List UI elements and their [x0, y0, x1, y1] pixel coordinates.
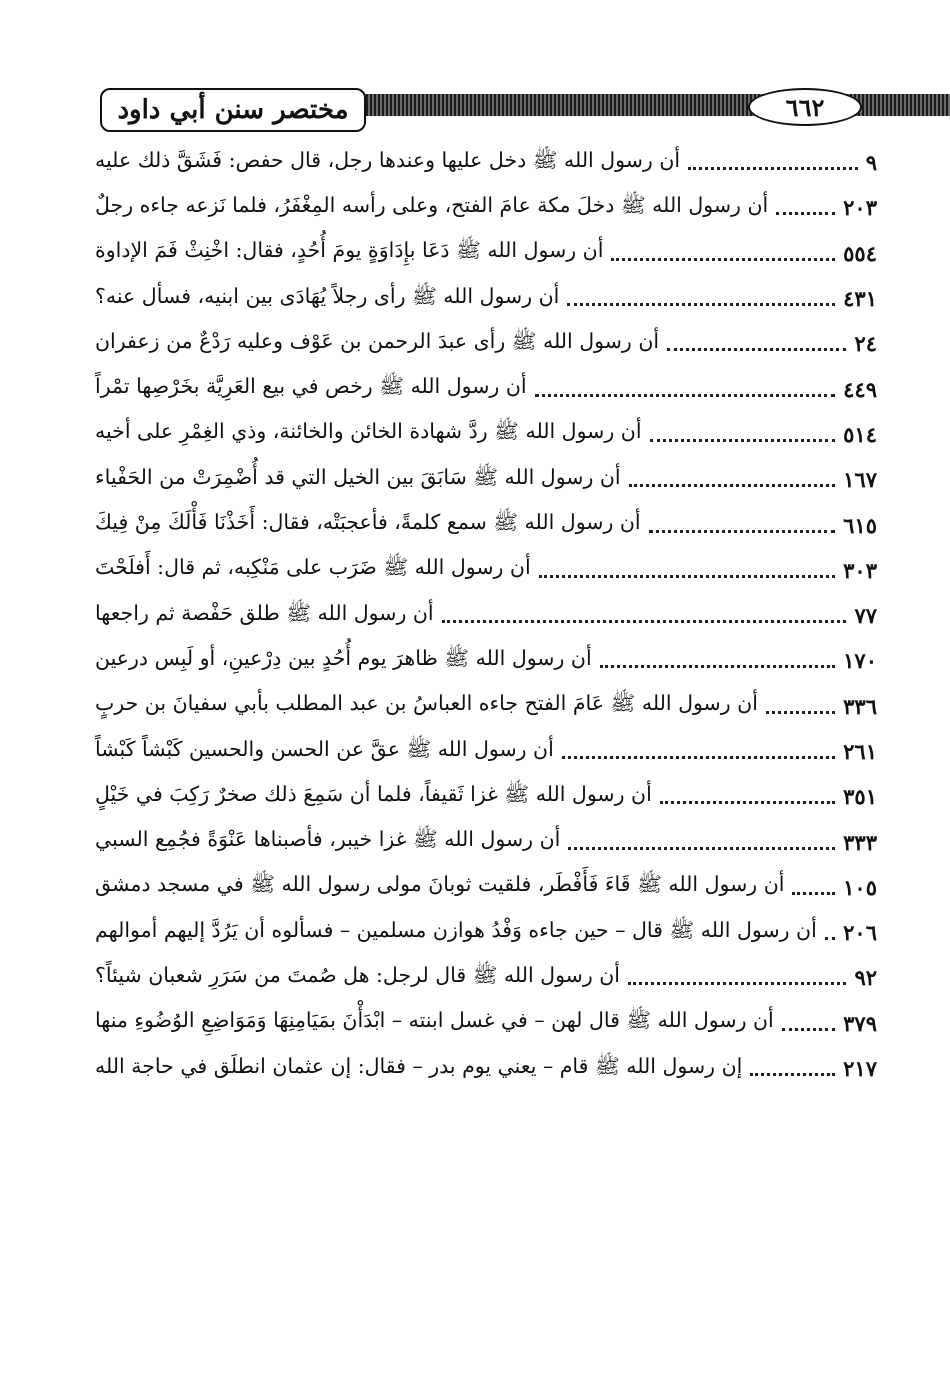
entry-text: أن رسول الله ﷺ دَعَا بإِدَاوَةٍ يومَ أُحُدٍ، فقال: اخْنِثْ فَمَ الإداوة: [95, 238, 604, 263]
running-header: [100, 88, 870, 134]
leader-dots: [688, 167, 858, 170]
page-number: ٦٦٢: [748, 88, 862, 126]
leader-dots: [649, 530, 836, 533]
leader-dots: [825, 937, 835, 940]
leader-dots: [667, 348, 846, 351]
index-entry: [95, 684, 877, 729]
entry-text: أن رسول الله ﷺ ضَرَب على مَنْكِبه، ثم قال: أَفلَحْتَ: [95, 555, 531, 580]
entry-page-number: ١٧٠: [843, 648, 877, 674]
entry-text: إن رسول الله ﷺ قام – يعني يوم بدر – فقال: إن عثمان انطلَق في حاجة الله: [95, 1053, 743, 1078]
book-title: مختصر سنن أبي داود: [100, 88, 366, 132]
entry-page-number: ٩: [865, 150, 877, 176]
index-entry: [95, 412, 877, 457]
index-entry: [95, 457, 877, 502]
entry-text: أن رسول الله ﷺ قَاءَ فَأَفْطَر، فلقيت ثوبانَ مولى رسول الله ﷺ في مسجد دمشق: [95, 872, 785, 897]
entry-page-number: ٥١٤: [843, 421, 877, 447]
entry-page-number: ٩٢: [854, 965, 877, 991]
entry-text: أن رسول الله ﷺ عَامَ الفتح جاءه العباسُ بن عبد المطلب بأبي سفيانَ بن حربٍ: [95, 691, 758, 716]
leader-dots: [567, 303, 835, 306]
entry-page-number: ٢٠٣: [843, 195, 877, 221]
leader-dots: [539, 575, 835, 578]
leader-dots: [442, 620, 847, 623]
index-entry: [95, 910, 877, 955]
entry-text: أن رسول الله ﷺ عقَّ عن الحسن والحسين كَبْشاً كَبْشاً: [95, 736, 554, 761]
entry-text: أن رسول الله ﷺ قال – حين جاءه وَفْدُ هوازن مسلمين – فسألوه أن يَرُدَّ إليهم أموالهم: [95, 917, 817, 942]
leader-dots: [782, 1028, 835, 1031]
entry-page-number: ٤٣١: [843, 286, 877, 312]
entry-page-number: ٣٣٦: [843, 693, 877, 719]
entry-text: أن رسول الله ﷺ غزا ثَقيفاً، فلما أن سَمِعَ ذلك صخرٌ رَكِبَ في خَيْلٍ: [95, 781, 652, 806]
index-entry: [95, 548, 877, 593]
index-entry: [95, 185, 877, 230]
index-entry: [95, 231, 877, 276]
leader-dots: [792, 892, 835, 895]
entry-text: أن رسول الله ﷺ دخل عليها وعندها رجل، قال حفص: فَشَقَّ ذلك عليه: [95, 147, 681, 172]
entry-page-number: ٢٠٦: [843, 920, 877, 946]
index-entry: [95, 638, 877, 683]
leader-dots: [629, 484, 836, 487]
index-entry: [95, 321, 877, 366]
leader-dots: [600, 665, 836, 668]
entry-text: أن رسول الله ﷺ ظاهرَ يوم أُحُدٍ بين دِرْعينِ، أو لَبِس درعين: [95, 645, 592, 670]
leader-dots: [628, 982, 846, 985]
entry-text: أن رسول الله ﷺ سَابَقَ بين الخيل التي قد أُضْمِرَتْ من الحَفْياء: [95, 464, 621, 489]
entry-text: أن رسول الله ﷺ سمع كلمةً، فأعجبَتْه، فقال: أَخَذْنَا فَأْلَكَ مِنْ فِيكَ: [95, 510, 641, 535]
entry-text: أن رسول الله ﷺ دخلَ مكة عامَ الفتح، وعلى رأسه المِغْفَرُ، فلما نَزعه جاءه رجلٌ: [95, 192, 769, 217]
entry-page-number: ٤٤٩: [843, 376, 877, 402]
entry-page-number: ٣٥١: [843, 784, 877, 810]
leader-dots: [562, 756, 835, 759]
leader-dots: [568, 847, 835, 850]
entry-page-number: ٣٧٩: [843, 1010, 877, 1036]
entry-page-number: ٢١٧: [843, 1056, 877, 1082]
leader-dots: [776, 212, 835, 215]
index-entry: [95, 774, 877, 819]
index-entry: [95, 819, 877, 864]
index-entry: [95, 729, 877, 774]
index-entry: [95, 276, 877, 321]
index-entry: [95, 140, 877, 185]
index-entry: [95, 366, 877, 411]
entry-text: أن رسول الله ﷺ قال لهن – في غسل ابنته – ابْدَأْنَ بمَيَامِنِهَا وَمَوَاضِعِ الوُضُوءِ منها: [95, 1008, 774, 1033]
entry-page-number: ١٦٧: [843, 467, 877, 493]
entry-text: أن رسول الله ﷺ قال لرجل: هل صُمتَ من سَرَرِ شعبان شيئاً؟: [95, 962, 621, 987]
leader-dots: [650, 439, 836, 442]
index-entry: [95, 1046, 877, 1091]
entry-text: أن رسول الله ﷺ ردَّ شهادة الخائن والخائنة، وذي الغِمْرِ على أخيه: [95, 419, 642, 444]
entry-text: أن رسول الله ﷺ طلق حَفْصة ثم راجعها: [95, 600, 434, 625]
index-entry: [95, 865, 877, 910]
leader-dots: [535, 394, 836, 397]
index-entry: [95, 593, 877, 638]
entry-page-number: ٦١٥: [843, 512, 877, 538]
entry-text: أن رسول الله ﷺ غزا خيبر، فأصبناها عَنْوَةً فجُمِع السبي: [95, 827, 561, 852]
entry-text: أن رسول الله ﷺ رأى رجلاً يُهَادَى بين ابنيه، فسأل عنه؟: [95, 283, 560, 308]
leader-dots: [660, 801, 835, 804]
entry-page-number: ٣٣٣: [843, 829, 877, 855]
index-entry: [95, 1001, 877, 1046]
leader-dots: [611, 258, 835, 261]
entry-page-number: ٥٥٤: [843, 240, 877, 266]
index-entry: [95, 502, 877, 547]
leader-dots: [750, 1073, 835, 1076]
leader-dots: [766, 711, 835, 714]
entry-text: أن رسول الله ﷺ رخص في بيع العَرِيَّة بخَرْصِها تمْراً: [95, 374, 527, 399]
entry-page-number: ٧٧: [854, 603, 877, 629]
index-list: [95, 140, 877, 1091]
entry-page-number: ٢٤: [854, 331, 877, 357]
entry-page-number: ٣٠٣: [843, 557, 877, 583]
index-entry: [95, 955, 877, 1000]
entry-page-number: ٢٦١: [843, 739, 877, 764]
entry-text: أن رسول الله ﷺ رأى عبدَ الرحمن بن عَوْف وعليه رَدْعٌ من زعفران: [95, 328, 660, 353]
entry-page-number: ١٠٥: [843, 874, 877, 900]
